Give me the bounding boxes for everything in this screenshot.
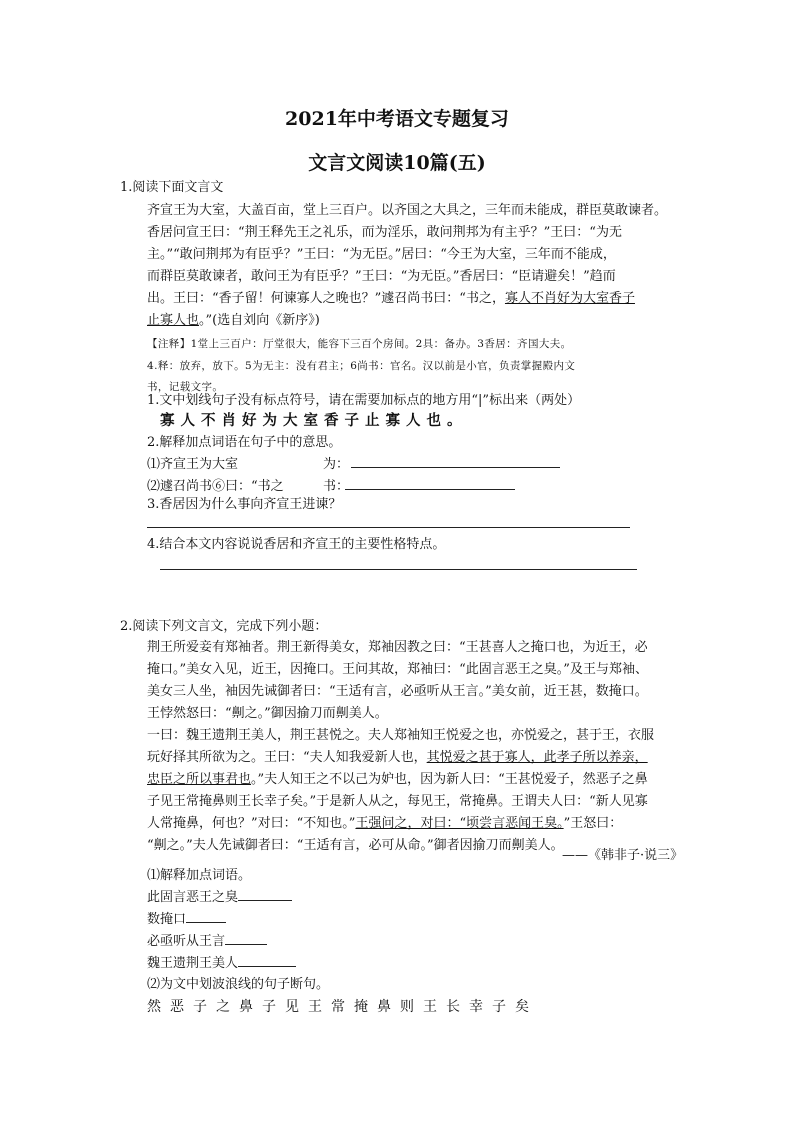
q2-passage-line: “劓之。”夫人先诫御者曰：“王适有言，必可从命。”御者因揄刀而劓美人。	[147, 838, 564, 853]
q2-passage-text: 人常掩鼻，何也？”对曰：“不知也。”	[147, 816, 356, 831]
q2-item-answer-blank[interactable]	[186, 908, 226, 923]
q1-item2-answer-label: 书：	[323, 479, 350, 494]
q1-underlined-sentence-end: 止寡人也	[147, 313, 200, 328]
q1-source: 。”(选自刘向《新序》)	[199, 313, 320, 328]
q1-item2-label: ⑵遽召尚书⑥曰：“书之	[147, 479, 284, 494]
q2-item	[147, 930, 267, 953]
q2-item-text: 必亟听从王言	[147, 934, 226, 949]
q2-item-answer-blank[interactable]	[225, 930, 267, 945]
q1-passage-line	[147, 310, 320, 332]
q1-passage-line: 齐宣王为大室，大盖百亩，堂上三百户。以齐国之大具之，三年而未能成，群臣莫敢谏者。	[147, 203, 668, 218]
q2-passage-line	[147, 747, 648, 769]
q2-passage-line	[147, 769, 648, 791]
q1-sub4-prompt: 4.结合本文内容说说香居和齐宣王的主要性格特点。	[147, 537, 446, 552]
q1-note-line: 【注释】1堂上三百户：厅堂很大，能容下三百个房间。2具：备办。3香居：齐国大夫。	[147, 338, 572, 350]
q2-passage-text: 玩好择其所欲为之。王曰：“夫人知我爱新人也，	[147, 750, 427, 765]
q2-item-answer-blank[interactable]	[238, 952, 296, 967]
q2-sub1-prompt: ⑴解释加点词语。	[147, 868, 252, 883]
q2-underlined-sentence-end: 忠臣之所以事君也	[147, 772, 252, 787]
q2-passage-line: 荆王所爱妾有郑袖者。荆王新得美女，郑袖因教之曰：“王甚喜人之掩口也，为近王，必	[147, 640, 648, 655]
q1-passage-line: 主。”“敢问荆邦为有臣乎？”王曰：“为无臣。”居曰：“今王为大室，三年而不能成，	[147, 247, 616, 262]
q1-item1-label: ⑴齐宣王为大室	[147, 457, 239, 472]
q2-sentence: 然恶子之鼻子见王常掩鼻则王长幸子矣	[147, 999, 538, 1015]
q1-sub1-prompt: 1.文中划线句子没有标点符号，请在需要加标点的地方用“|”标出来（两处）	[147, 393, 581, 408]
q1-sub2-prompt: 2.解释加点词语在句子中的意思。	[147, 435, 342, 450]
q2-sub2-prompt: ⑵为文中划波浪线的句子断句。	[147, 977, 330, 992]
q1-sub1-sentence: 寡人不肖好为大室香子止寡人也。	[160, 412, 468, 429]
q2-passage-text: 。”夫人知王之不以己为妒也，因为新人曰：“王甚悦爱子，然恶子之鼻	[251, 772, 648, 787]
q2-passage-line: 王悖然怒曰：“劓之。”御因揄刀而劓美人。	[147, 706, 388, 721]
q2-item	[147, 908, 226, 931]
q1-sub3-answer-line[interactable]	[147, 527, 630, 528]
q2-passage-line	[147, 813, 622, 835]
q2-underlined-quote: 王强问之，对曰：“顷尝言恶闻王臭。	[355, 816, 564, 831]
q1-sub4-answer-line[interactable]	[160, 569, 637, 570]
q2-underlined-sentence: 其悦爱之甚于寡人，此孝子所以养亲，	[426, 750, 648, 765]
q2-item-answer-blank[interactable]	[238, 886, 292, 901]
q2-passage-line: 掩口。”美女入见，近王，因掩口。王问其故，郑袖曰：“此固言恶王之臭。”及王与郑袖、	[147, 662, 648, 677]
q1-item1-answer-line[interactable]	[351, 467, 560, 468]
q2-item-text: 魏王遗荆王美人	[147, 956, 239, 971]
q2-passage-line: 美女三人坐，袖因先诫御者曰：“王适有言，必亟听从王言。”美女前，近王甚，数掩口。	[147, 684, 648, 699]
q1-item2-answer-line[interactable]	[345, 489, 515, 490]
q2-item	[147, 886, 292, 909]
q2-passage-line: 子见王常掩鼻则王长幸子矣。”于是新人从之，每见王，常掩鼻。王谓夫人曰：“新人见寡	[147, 794, 648, 809]
q1-underlined-sentence: 寡人不肖好为大室香子	[504, 291, 635, 306]
q2-item	[147, 952, 296, 975]
q1-sub3-prompt: 3.香居因为什么事向齐宣王进谏？	[147, 497, 342, 512]
page-title: 2021年中考语文专题复习	[285, 108, 509, 130]
q1-passage-line: 而群臣莫敢谏者，敢问王为有臣乎？”王曰：“为无臣。”香居曰：“臣请避矣！”趋而	[147, 269, 616, 284]
q2-source: ——《韩非子·说三》	[562, 848, 684, 863]
q2-heading: 2.阅读下列文言文，完成下列小题：	[120, 619, 328, 634]
q1-item1-answer-label: 为：	[323, 457, 350, 472]
q2-item-text: 数掩口	[147, 912, 187, 927]
q1-note-line: 4.释：放弃，放下。5为无主：没有君主；6尚书：官名。汉以前是小官，负责掌握殿内文	[147, 360, 576, 372]
q1-passage-line: 香居问宣王曰：“荆王释先王之礼乐，而为淫乐，敢问荆邦为有主乎？”王曰：“为无	[147, 225, 622, 240]
q1-passage-line	[147, 288, 635, 310]
q2-item-text: 此固言恶王之臭	[147, 890, 239, 905]
q2-passage-line: 一曰：魏王遗荆王美人，荆王甚悦之。夫人郑袖知王悦爱之也，亦悦爱之，甚于王，衣服	[147, 728, 655, 743]
page-subtitle: 文言文阅读10篇(五)	[308, 152, 486, 174]
q2-passage-text: ”王怒曰：	[563, 816, 623, 831]
q1-heading: 1.阅读下面文言文	[120, 180, 224, 195]
q1-note-line: 书，记载文字。	[147, 381, 224, 393]
q1-passage-text: 出。王曰：“香子留！何谏寡人之晚也？”遽召尚书曰：“书之，	[147, 291, 505, 306]
